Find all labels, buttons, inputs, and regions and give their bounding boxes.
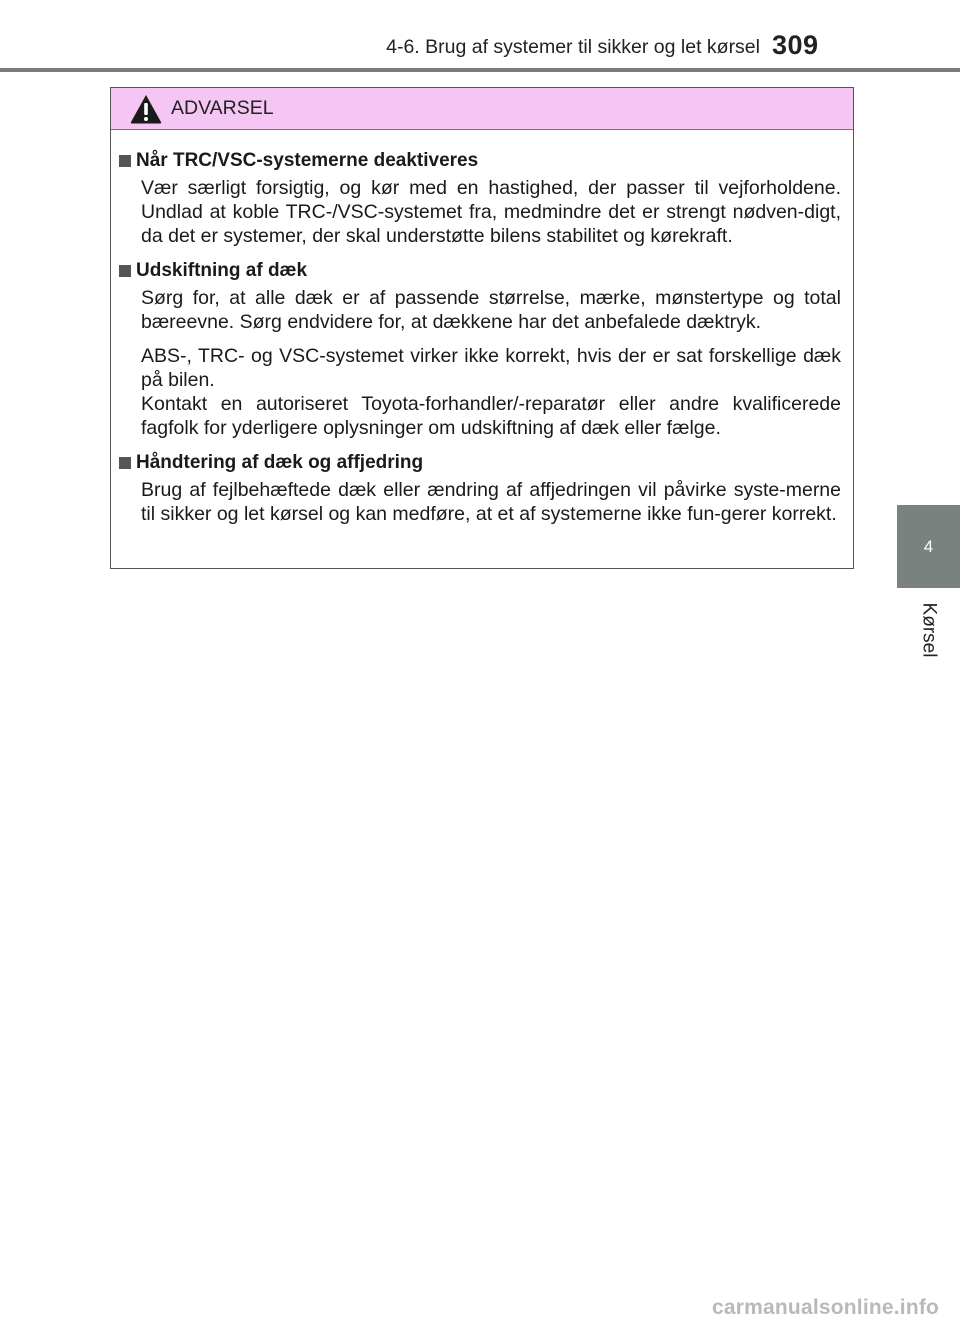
section-paragraph: Sørg for, at alle dæk er af passende størrelse, mærke, mønstertype og total bæreevne. Sørg endvidere for, at dækkene har det anbefalede dæktryk. <box>141 287 841 333</box>
running-header: 4-6. Brug af systemer til sikker og let kørsel <box>386 36 760 58</box>
chapter-tab <box>897 505 960 588</box>
chapter-label <box>888 599 960 661</box>
warning-triangle-icon <box>129 93 163 125</box>
warning-header <box>111 88 853 130</box>
section-paragraph: Brug af fejlbehæftede dæk eller ændring af affjedringen vil påvirke syste-merne til sikker og let kørsel og kan medføre, at et af systemerne ikke fun-gerer korrekt. <box>141 479 841 525</box>
chapter-label-text: Kørsel <box>918 602 939 658</box>
warning-box <box>110 87 854 569</box>
warning-title: ADVARSEL <box>171 97 274 119</box>
warning-body <box>111 130 853 526</box>
section-heading <box>119 148 841 173</box>
section-paragraph: Kontakt en autoriseret Toyota-forhandler/-reparatør eller andre kvalificerede fagfolk for yderligere oplysninger om udskiftning af dæk eller fælge. <box>141 393 841 439</box>
section-heading-text: Udskiftning af dæk <box>136 260 308 281</box>
chapter-number: 4 <box>923 536 934 556</box>
section-heading-text: Håndtering af dæk og affjedring <box>136 452 424 473</box>
watermark: carmanualsonline.info <box>712 1296 940 1319</box>
section-heading-text: Når TRC/VSC-systemerne deaktiveres <box>136 150 479 171</box>
section-paragraph: ABS-, TRC- og VSC-systemet virker ikke korrekt, hvis der er sat forskellige dæk på bilen. <box>141 345 841 391</box>
section-heading <box>119 258 841 283</box>
page-number: 309 <box>772 30 819 60</box>
section-paragraph: Vær særligt forsigtig, og kør med en hastighed, der passer til vejforholdene. Undlad at koble TRC-/VSC-systemet fra, medmindre det er strengt nødven-digt, da det er systemer, der skal understøtte bilens stabilitet og kørekraft. <box>141 177 841 247</box>
header-rule <box>0 68 960 72</box>
square-bullet-icon <box>119 155 131 167</box>
square-bullet-icon <box>119 457 131 469</box>
section-heading <box>119 450 841 475</box>
square-bullet-icon <box>119 265 131 277</box>
